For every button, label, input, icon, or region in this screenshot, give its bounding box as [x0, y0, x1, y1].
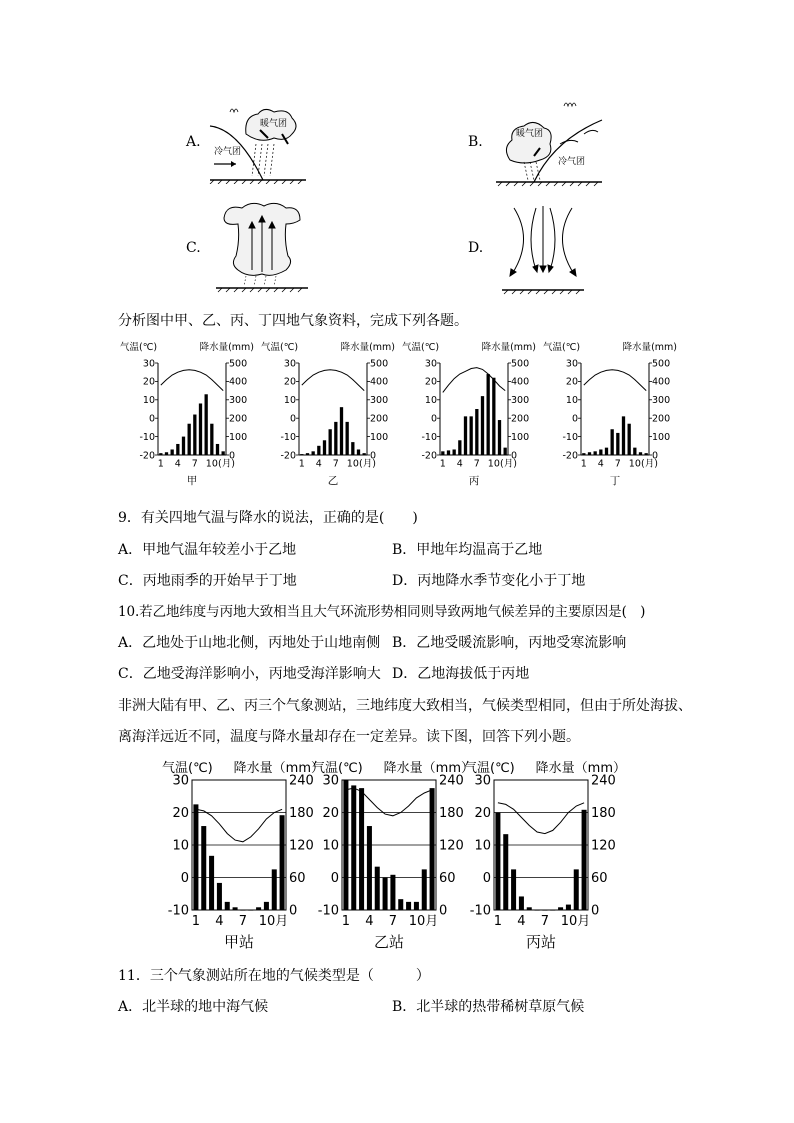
climate-chart-yi	[257, 336, 397, 488]
month-tick-label: 4	[597, 458, 604, 470]
option-a-letter: A.	[186, 134, 201, 150]
precipitation-bar	[542, 910, 547, 911]
month-tick-label: 7	[191, 458, 198, 470]
temperature-tick-label: 0	[571, 413, 578, 425]
temperature-axis-title: 气温(℃)	[162, 761, 213, 776]
subsidence-diagram	[498, 200, 588, 300]
precipitation-bar	[495, 813, 500, 911]
precipitation-bar	[209, 856, 214, 910]
q9-stem: 9．有关四地气温与降水的说法，正确的是( )	[118, 510, 418, 526]
station-name: 甲	[186, 475, 198, 487]
precipitation-bar	[165, 452, 168, 455]
precipitation-bar	[582, 810, 587, 910]
precipitation-tick-label: 100	[511, 431, 530, 443]
precipitation-bar	[550, 910, 555, 911]
temperature-tick-label: 30	[172, 773, 189, 789]
temperature-tick-label: 0	[330, 871, 339, 887]
precipitation-bar	[441, 451, 444, 455]
precipitation-tick-label: 500	[511, 358, 530, 370]
month-tick-label: 10	[628, 458, 641, 470]
precipitation-bar	[216, 444, 219, 455]
temperature-tick-label: 20	[172, 806, 189, 822]
temperature-tick-label: 20	[142, 376, 155, 388]
q11-option-b[interactable]: B．北半球的热带稀树草原气候	[392, 999, 585, 1015]
month-tick-label: 10	[487, 458, 500, 470]
precipitation-bar	[201, 826, 206, 910]
precipitation-bar	[492, 378, 495, 455]
temperature-tick-label: 20	[424, 376, 437, 388]
precipitation-bar	[210, 424, 213, 455]
precipitation-bar	[481, 396, 484, 455]
precipitation-tick-label: 240	[439, 773, 464, 789]
precipitation-tick-label: 500	[652, 358, 671, 370]
precipitation-tick-label: 0	[652, 450, 659, 462]
precipitation-bar	[193, 804, 198, 910]
precipitation-bar	[582, 453, 585, 455]
precipitation-bar	[188, 424, 191, 455]
precipitation-tick-label: 0	[229, 450, 236, 462]
precipitation-bar	[359, 788, 364, 910]
precipitation-bar	[470, 416, 473, 455]
month-tick-label: 1	[191, 914, 201, 929]
temperature-axis-title: 气温(℃)	[543, 342, 581, 353]
precipitation-tick-label: 300	[370, 395, 389, 407]
temperature-tick-label: 0	[482, 871, 491, 887]
temperature-curve	[498, 803, 584, 834]
month-tick-label: 4	[174, 458, 181, 470]
temperature-tick-label: -10	[421, 431, 437, 443]
q9-option-c[interactable]: C．丙地雨季的开始早于丁地	[118, 573, 297, 589]
precipitation-tick-label: 200	[652, 413, 671, 425]
precipitation-bar	[240, 910, 245, 911]
precipitation-bar	[329, 429, 332, 455]
temperature-tick-label: 20	[283, 376, 296, 388]
precipitation-tick-label: 120	[439, 838, 464, 854]
precipitation-tick-label: 180	[439, 806, 464, 822]
month-tick-label: 4	[517, 914, 526, 929]
precipitation-bar	[558, 907, 563, 910]
precipitation-axis-title: 降水量（mm）	[383, 761, 474, 776]
precipitation-bar	[193, 415, 196, 455]
q9-option-a[interactable]: A．甲地气温年较差小于乙地	[118, 542, 297, 558]
precipitation-tick-label: 0	[591, 903, 600, 919]
precipitation-bar	[453, 449, 456, 455]
month-tick-label: (月)	[500, 458, 517, 470]
precipitation-bar	[346, 422, 349, 455]
month-tick-label: (月)	[218, 458, 235, 470]
convection-diagram	[212, 200, 312, 296]
temperature-tick-label: 10	[424, 395, 437, 407]
precipitation-bar	[639, 452, 642, 455]
climate-chart-station-jia	[162, 754, 326, 954]
precipitation-tick-label: 0	[439, 903, 448, 919]
month-tick-label: 4	[215, 914, 224, 929]
precipitation-tick-label: 200	[370, 413, 389, 425]
temperature-tick-label: 30	[474, 773, 491, 789]
precipitation-tick-label: 500	[229, 358, 248, 370]
precipitation-bar	[633, 448, 636, 455]
precipitation-bar	[464, 416, 467, 455]
month-tick-label: 1	[439, 458, 446, 470]
precipitation-tick-label: 100	[652, 431, 671, 443]
month-tick-label: (月)	[359, 458, 376, 470]
month-tick-label: 1	[298, 458, 305, 470]
month-tick-label: (月)	[641, 458, 658, 470]
temperature-tick-label: 30	[142, 358, 155, 370]
precipitation-tick-label: 60	[289, 871, 306, 887]
month-tick-label: 7	[238, 914, 248, 929]
precipitation-bar	[217, 883, 222, 910]
month-tick-label: 7	[332, 458, 339, 470]
option-c-letter: C.	[186, 240, 201, 256]
option-b-letter: B.	[468, 134, 483, 150]
month-tick-label: 10月	[408, 914, 439, 929]
precipitation-bar	[511, 869, 516, 910]
month-tick-label: 10	[205, 458, 218, 470]
station-name: 丙	[468, 475, 480, 487]
precipitation-bar	[498, 420, 501, 455]
temperature-curve	[302, 370, 364, 391]
warm-front-diagram	[494, 100, 604, 190]
precipitation-bar	[527, 907, 532, 910]
precipitation-tick-label: 180	[591, 806, 616, 822]
precipitation-bar	[430, 788, 435, 910]
q10-option-c[interactable]: C．乙地受海洋影响小，丙地受海洋影响大	[118, 666, 381, 682]
warm-air-label: 暖气团	[260, 119, 288, 129]
q10-stem: 10.若乙地纬度与丙地大致相当且大气环流形势相同则导致两地气候差异的主要原因是( )	[118, 604, 646, 620]
cold-front-diagram	[208, 104, 308, 184]
q9-option-b[interactable]: B．甲地年均温高于乙地	[392, 542, 543, 558]
temperature-curve	[443, 368, 505, 393]
temperature-tick-label: 10	[474, 838, 491, 854]
precipitation-bar	[340, 407, 343, 455]
precipitation-bar	[222, 451, 225, 455]
option-d-letter: D.	[468, 240, 484, 256]
climate-chart-jia	[116, 336, 256, 488]
intro-text-2-line2: 离海洋远近不同，温度与降水量却存在一定差异。读下图，回答下列小题。	[118, 729, 580, 745]
cold-air-label: 冷气团	[214, 147, 242, 157]
temperature-tick-label: 0	[289, 413, 296, 425]
precipitation-tick-label: 60	[439, 871, 456, 887]
precipitation-bar	[205, 394, 208, 455]
temperature-tick-label: 0	[430, 413, 437, 425]
station-name: 乙站	[373, 933, 405, 951]
precipitation-axis-title: 降水量(mm)	[622, 342, 677, 353]
q11-stem: 11．三个气象测站所在地的气候类型是（ ）	[118, 968, 430, 984]
precipitation-bar	[300, 454, 303, 455]
temperature-tick-label: 10	[322, 838, 339, 854]
month-tick-label: 1	[341, 914, 351, 929]
climate-chart-station-yi	[312, 754, 476, 954]
precipitation-axis-title: 降水量(mm)	[340, 342, 395, 353]
q10-option-d[interactable]: D．乙地海拔低于丙地	[392, 666, 530, 682]
precipitation-bar	[323, 440, 326, 455]
precipitation-bar	[611, 429, 614, 455]
precipitation-bar	[171, 449, 174, 455]
temperature-tick-label: -10	[469, 903, 491, 919]
temperature-tick-label: 30	[322, 773, 339, 789]
temperature-tick-label: -10	[167, 903, 189, 919]
precipitation-bar	[519, 896, 524, 910]
precipitation-bar	[383, 878, 388, 911]
month-tick-label: 10月	[258, 914, 289, 929]
precipitation-bar	[334, 422, 337, 455]
precipitation-bar	[535, 910, 540, 911]
temperature-tick-label: -10	[317, 903, 339, 919]
temperature-axis-title: 气温(℃)	[402, 342, 440, 353]
precipitation-bar	[622, 416, 625, 455]
precipitation-bar	[272, 869, 277, 910]
precipitation-tick-label: 300	[511, 395, 530, 407]
month-tick-label: 4	[456, 458, 463, 470]
temperature-tick-label: 30	[565, 358, 578, 370]
temperature-tick-label: 30	[424, 358, 437, 370]
precipitation-bar	[504, 448, 507, 455]
temperature-axis-title: 气温(℃)	[120, 342, 158, 353]
month-tick-label: 10月	[560, 914, 591, 929]
precipitation-tick-label: 240	[591, 773, 616, 789]
precipitation-bar	[390, 875, 395, 910]
precipitation-tick-label: 400	[370, 376, 389, 388]
precipitation-tick-label: 0	[289, 903, 298, 919]
warm-air-label: 暖气团	[516, 129, 544, 139]
month-tick-label: 7	[388, 914, 398, 929]
precipitation-bar	[375, 867, 380, 910]
temperature-tick-label: 10	[565, 395, 578, 407]
precipitation-bar	[233, 907, 238, 910]
precipitation-bar	[588, 452, 591, 455]
precipitation-bar	[414, 902, 419, 910]
temperature-tick-label: 0	[180, 871, 189, 887]
precipitation-tick-label: 500	[370, 358, 389, 370]
precipitation-axis-title: 降水量（mm）	[233, 761, 324, 776]
precipitation-bar	[458, 440, 461, 455]
precipitation-bar	[248, 910, 253, 911]
q10-option-b[interactable]: B．乙地受暖流影响，丙地受寒流影响	[392, 635, 627, 651]
month-tick-label: 1	[580, 458, 587, 470]
precipitation-bar	[487, 374, 490, 455]
cold-air-label: 冷气团	[558, 157, 586, 167]
temperature-tick-label: 10	[283, 395, 296, 407]
temperature-tick-label: -10	[280, 431, 296, 443]
precipitation-tick-label: 100	[229, 431, 248, 443]
precipitation-bar	[312, 451, 315, 455]
precipitation-tick-label: 0	[511, 450, 518, 462]
temperature-axis-title: 气温(℃)	[312, 761, 363, 776]
precipitation-tick-label: 180	[289, 806, 314, 822]
precipitation-tick-label: 300	[229, 395, 248, 407]
temperature-tick-label: 10	[142, 395, 155, 407]
precipitation-tick-label: 200	[229, 413, 248, 425]
temperature-tick-label: 20	[474, 806, 491, 822]
month-tick-label: 7	[540, 914, 550, 929]
station-name: 甲站	[223, 933, 255, 951]
temperature-tick-label: 30	[283, 358, 296, 370]
precipitation-bar	[306, 453, 309, 455]
precipitation-tick-label: 400	[511, 376, 530, 388]
climate-chart-bing	[398, 336, 538, 488]
precipitation-bar	[363, 453, 366, 455]
precipitation-tick-label: 100	[370, 431, 389, 443]
precipitation-bar	[628, 424, 631, 455]
month-tick-label: 10	[346, 458, 359, 470]
precipitation-tick-label: 0	[370, 450, 377, 462]
temperature-tick-label: 20	[565, 376, 578, 388]
temperature-curve	[196, 809, 282, 842]
precipitation-bar	[317, 446, 320, 455]
precipitation-bar	[599, 449, 602, 455]
precipitation-bar	[199, 403, 202, 455]
precipitation-bar	[605, 448, 608, 455]
temperature-tick-label: -20	[139, 450, 155, 462]
temperature-tick-label: -20	[562, 450, 578, 462]
climate-chart-station-bing	[464, 754, 628, 954]
station-name: 丙站	[525, 933, 557, 951]
precipitation-axis-title: 降水量(mm)	[199, 342, 254, 353]
precipitation-bar	[351, 785, 356, 910]
precipitation-bar	[256, 907, 261, 910]
temperature-tick-label: -10	[139, 431, 155, 443]
month-tick-label: 4	[365, 914, 374, 929]
precipitation-bar	[159, 453, 162, 455]
precipitation-bar	[422, 869, 427, 910]
precipitation-bar	[503, 834, 508, 910]
precipitation-bar	[280, 815, 285, 910]
precipitation-bar	[475, 409, 478, 455]
precipitation-tick-label: 200	[511, 413, 530, 425]
precipitation-bar	[225, 902, 230, 910]
precipitation-tick-label: 400	[652, 376, 671, 388]
month-tick-label: 4	[315, 458, 322, 470]
precipitation-bar	[351, 442, 354, 455]
precipitation-tick-label: 120	[591, 838, 616, 854]
temperature-curve	[161, 370, 223, 391]
month-tick-label: 1	[493, 914, 503, 929]
precipitation-bar	[398, 899, 403, 910]
q9-option-d[interactable]: D．丙地降水季节变化小于丁地	[392, 573, 586, 589]
precipitation-bar	[343, 780, 348, 910]
month-tick-label: 1	[157, 458, 164, 470]
temperature-curve	[584, 370, 646, 391]
precipitation-bar	[447, 450, 450, 455]
precipitation-bar	[566, 905, 571, 910]
precipitation-bar	[182, 437, 185, 455]
temperature-tick-label: 20	[322, 806, 339, 822]
precipitation-tick-label: 300	[652, 395, 671, 407]
month-tick-label: 7	[614, 458, 621, 470]
precipitation-axis-title: 降水量(mm)	[481, 342, 536, 353]
temperature-tick-label: 10	[172, 838, 189, 854]
temperature-tick-label: -10	[562, 431, 578, 443]
precipitation-bar	[176, 444, 179, 455]
station-name: 乙	[327, 475, 339, 487]
precipitation-tick-label: 240	[289, 773, 314, 789]
precipitation-bar	[594, 451, 597, 455]
precipitation-bar	[264, 902, 269, 910]
precipitation-bar	[574, 869, 579, 910]
temperature-curve	[346, 788, 432, 816]
month-tick-label: 7	[473, 458, 480, 470]
precipitation-bar	[645, 453, 648, 455]
station-name: 丁	[609, 475, 621, 487]
temperature-tick-label: -20	[421, 450, 437, 462]
precipitation-bar	[406, 902, 411, 910]
temperature-axis-title: 气温(℃)	[464, 761, 515, 776]
precipitation-axis-title: 降水量（mm）	[535, 761, 626, 776]
precipitation-tick-label: 60	[591, 871, 608, 887]
intro-text-2-line1: 非洲大陆有甲、乙、丙三个气象测站，三地纬度大致相当，气候类型相同，但由于所处海拔、	[118, 698, 692, 714]
precipitation-bar	[367, 826, 372, 910]
precipitation-tick-label: 120	[289, 838, 314, 854]
precipitation-bar	[357, 449, 360, 455]
temperature-tick-label: -20	[280, 450, 296, 462]
precipitation-tick-label: 400	[229, 376, 248, 388]
climate-chart-ding	[539, 336, 679, 488]
precipitation-bar	[616, 433, 619, 455]
q11-option-a[interactable]: A．北半球的地中海气候	[118, 999, 269, 1015]
q10-option-a[interactable]: A．乙地处于山地北侧，丙地处于山地南侧	[118, 635, 381, 651]
intro-text-1: 分析图中甲、乙、丙、丁四地气象资料，完成下列各题。	[118, 313, 468, 329]
temperature-tick-label: 0	[148, 413, 155, 425]
temperature-axis-title: 气温(℃)	[261, 342, 299, 353]
